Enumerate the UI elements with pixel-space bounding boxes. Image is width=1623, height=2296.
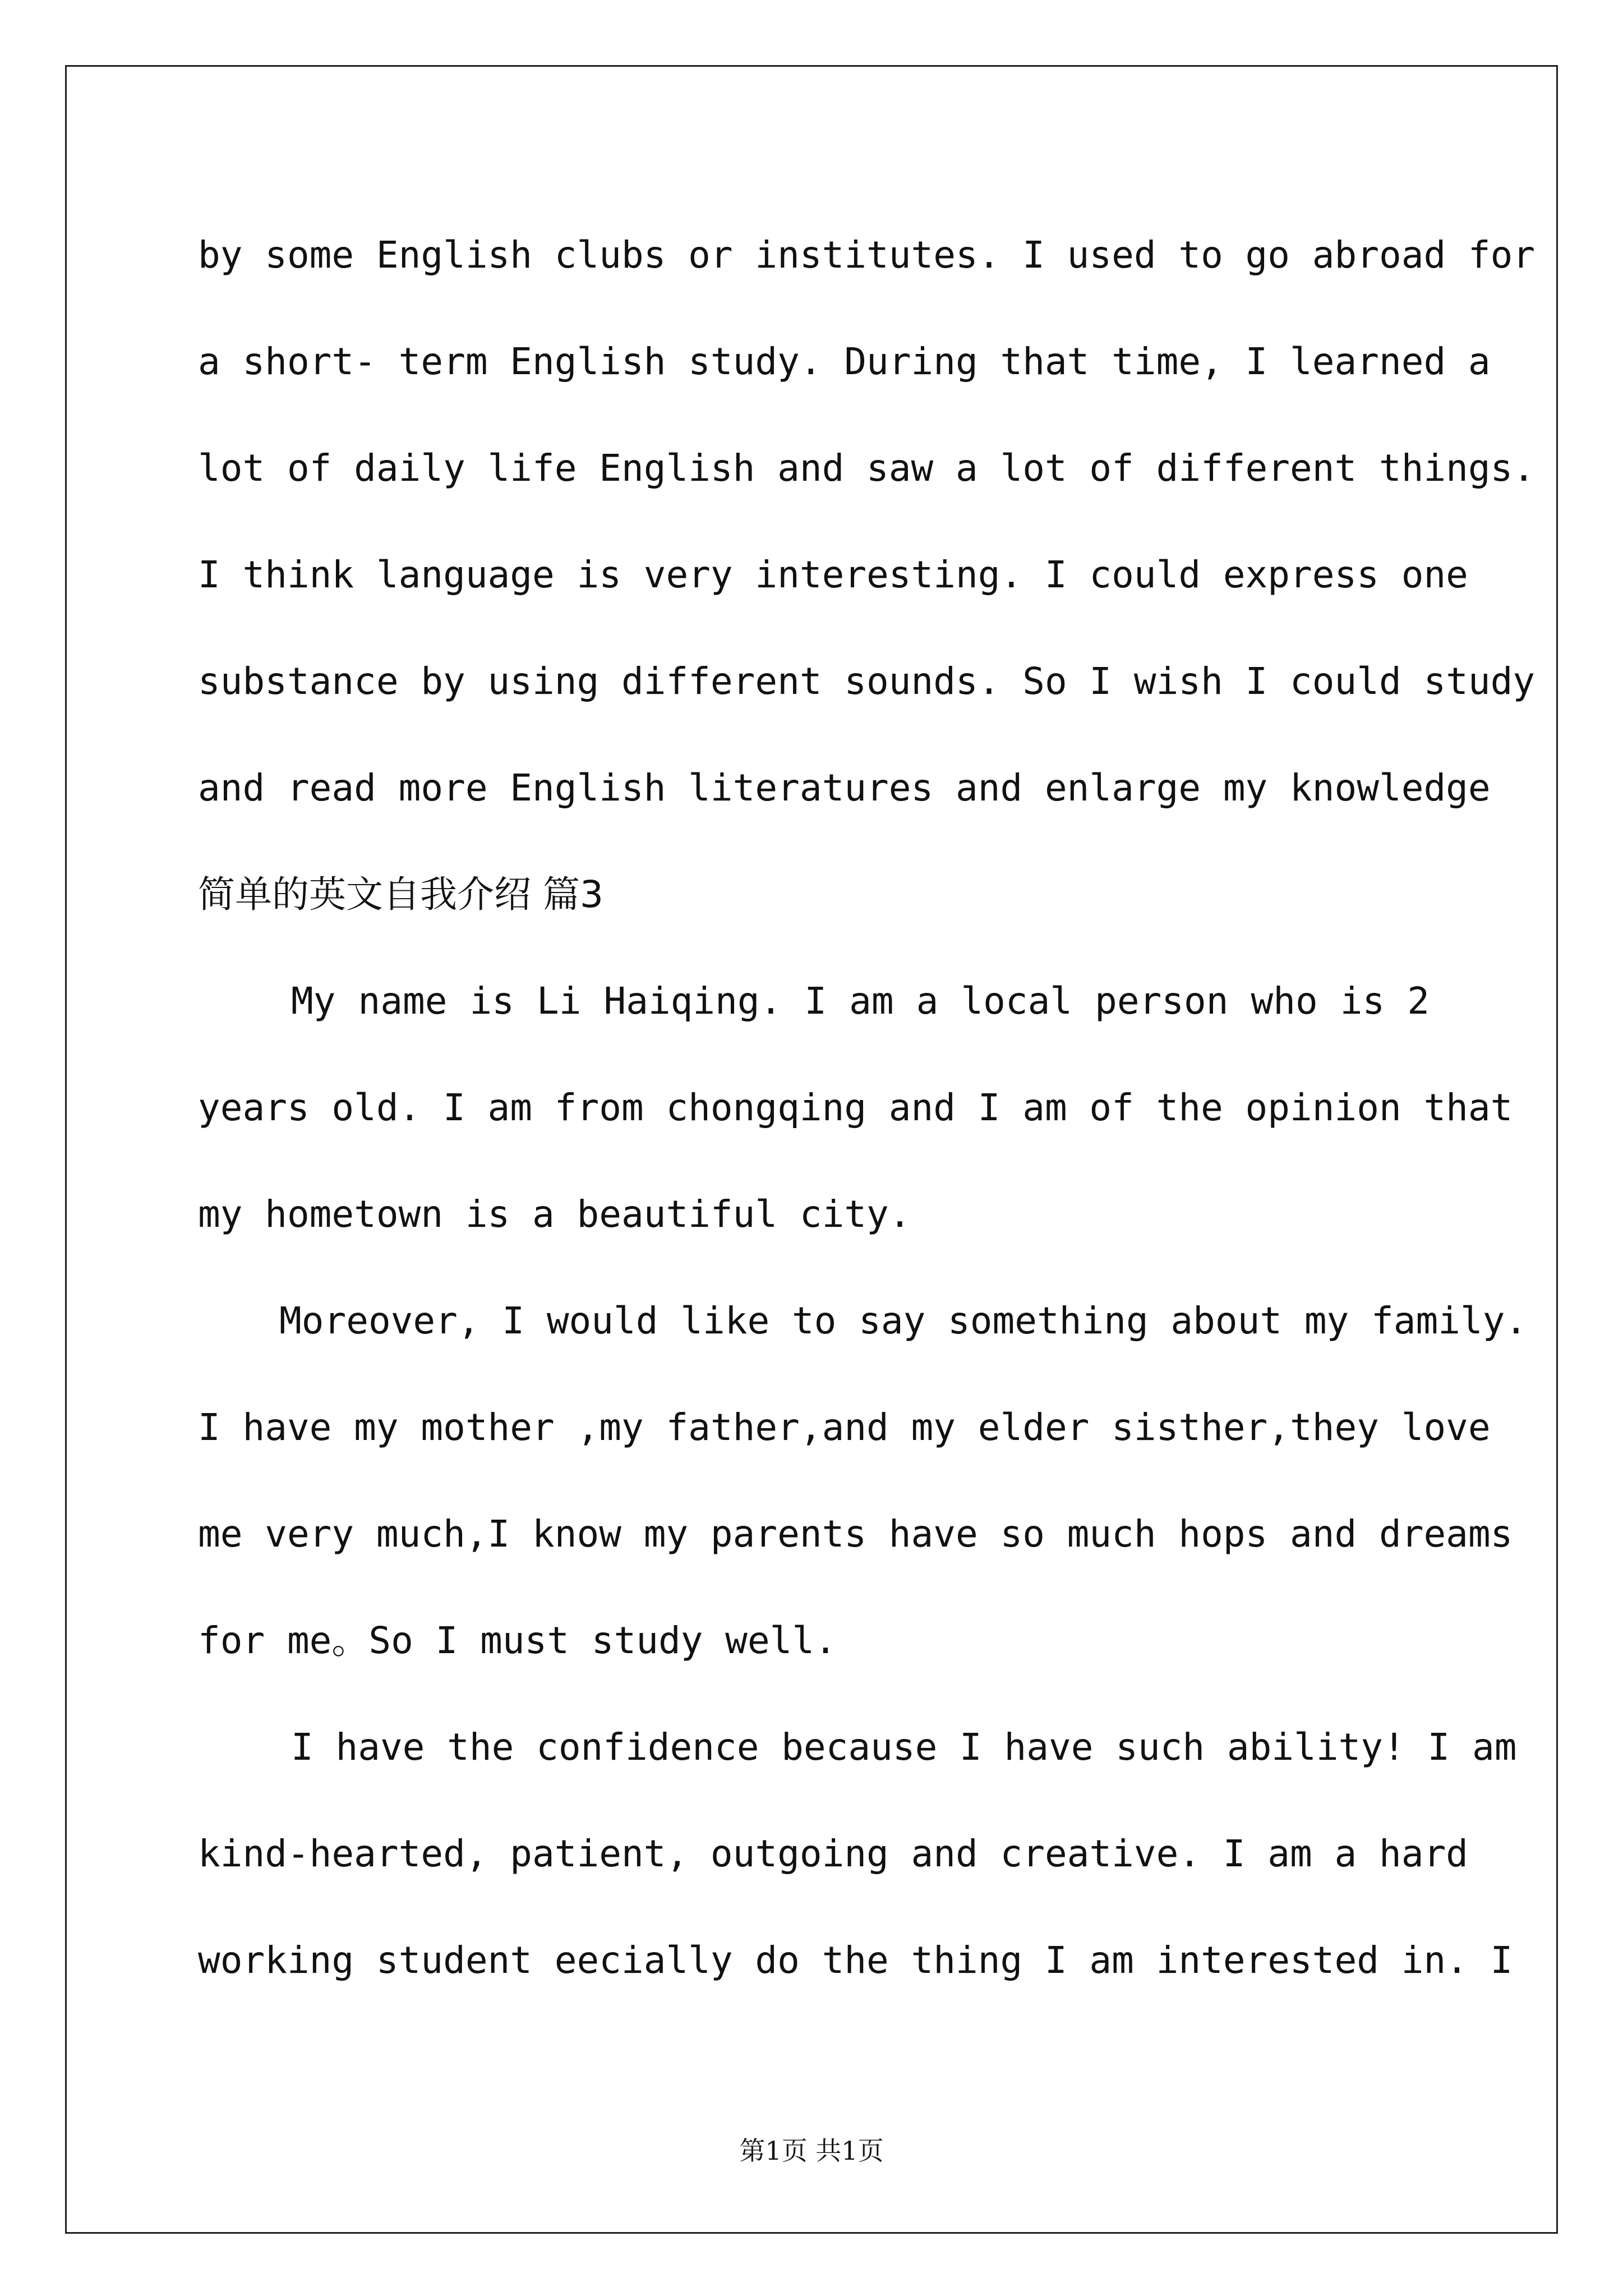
text-line: My name is Li Haiqing. I am a local person who is 2 — [291, 979, 1430, 1023]
text-line: working student eecially do the thing I am interested in. I — [198, 1939, 1513, 1982]
text-line: I have the confidence because I have such ability! I am — [291, 1726, 1517, 1769]
text-line: lot of daily life English and saw a lot of different things. — [198, 447, 1536, 490]
text-line: I have my mother ,my father,and my elder sisther,they love — [198, 1406, 1491, 1449]
text-line: by some English clubs or institutes. I used to go abroad for — [198, 233, 1536, 277]
text-line: my hometown is a beautiful city. — [198, 1193, 911, 1236]
text-line: Moreover, I would like to say something about my family. — [279, 1299, 1528, 1342]
text-line: for me。So I must study well. — [198, 1619, 837, 1662]
text-line: a short- term English study. During that time, I learned a — [198, 340, 1491, 383]
text-line: kind-hearted, patient, outgoing and creative. I am a hard — [198, 1832, 1468, 1875]
section-heading: 简单的英文自我介绍 篇3 — [198, 873, 603, 916]
text-line: years old. I am from chongqing and I am of the opinion that — [198, 1086, 1513, 1129]
page-footer: 第1页 共1页 — [739, 2136, 884, 2166]
text-line: I think language is very interesting. I could express one — [198, 553, 1468, 596]
text-line: and read more English literatures and enlarge my knowledge — [198, 766, 1491, 809]
text-line: me very much,I know my parents have so much hops and dreams — [198, 1512, 1513, 1556]
text-line: substance by using different sounds. So I wish I could study — [198, 660, 1536, 703]
document-body — [198, 202, 1536, 2014]
